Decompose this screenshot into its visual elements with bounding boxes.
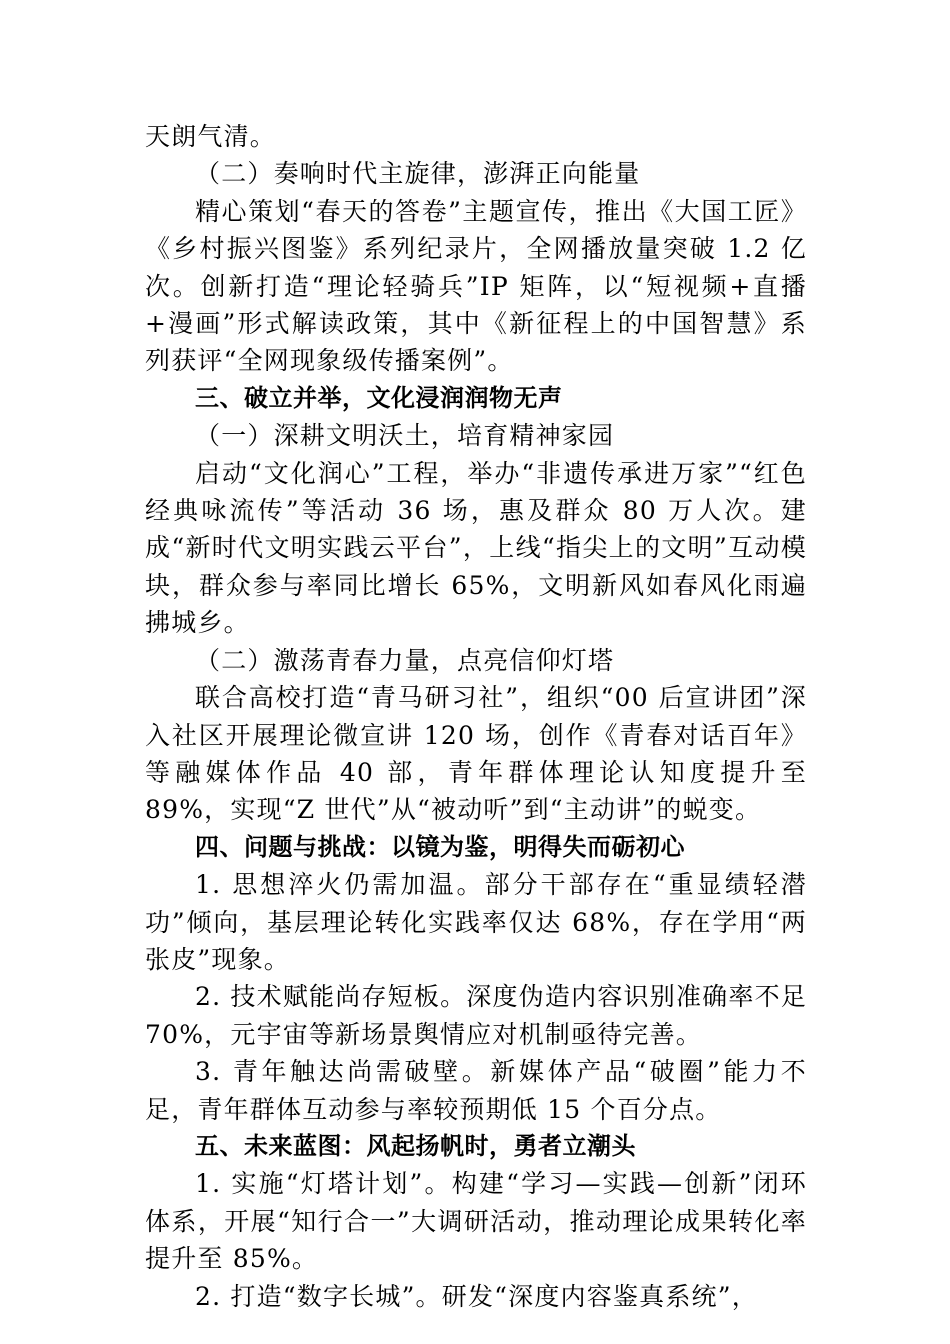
list-item: 1. 思想淬火仍需加温。部分干部存在“重显绩轻潜功”倾向，基层理论转化实践率仅达 68%，存在学用“两张皮”现象。: [145, 870, 807, 974]
body-paragraph: 精心策划“春天的答卷”主题宣传，推出《大国工匠》《乡村振兴图鉴》系列纪录片，全网播放量突破 1.2 亿次。创新打造“理论轻骑兵”IP 矩阵，以“短视频+直播+漫画”形式解读政策，其中《新征程上的中国智慧》系列获评“全网现象级传播案例”。: [145, 196, 807, 376]
list-item: 2. 打造“数字长城”。研发“深度内容鉴真系统”，: [195, 1281, 758, 1311]
body-paragraph: 启动“文化润心”工程，举办“非遗传承进万家”“红色经典咏流传”等活动 36 场，惠及群众 80 万人次。建成“新时代文明实践云平台”，上线“指尖上的文明”互动模块，群众参与率同比增长 65%，文明新风如春风化雨遍拂城乡。: [145, 458, 807, 638]
section-heading-four: 四、问题与挑战：以镜为鉴，明得失而砺初心: [195, 832, 685, 861]
section-heading-five: 五、未来蓝图：风起扬帆时，勇者立潮头: [195, 1131, 636, 1160]
subheading-one: （一）深耕文明沃土，培育精神家园: [195, 421, 615, 451]
document-body: [145, 118, 807, 1315]
list-item: 2. 技术赋能尚存短板。深度伪造内容识别准确率不足 70%，元宇宙等新场景舆情应对机制亟待完善。: [145, 982, 807, 1049]
subheading-two: （二）奏响时代主旋律，澎湃正向能量: [195, 159, 641, 189]
subheading-two: （二）激荡青春力量，点亮信仰灯塔: [195, 645, 615, 675]
section-heading-three: 三、破立并举，文化浸润润物无声: [195, 383, 563, 412]
paragraph-continuation: 天朗气清。: [145, 122, 277, 151]
body-paragraph: 联合高校打造“青马研习社”，组织“00 后宣讲团”深入社区开展理论微宣讲 120 场，创作《青春对话百年》等融媒体作品 40 部，青年群体理论认知度提升至 89%，实现“Z 世代”从“被动听”到“主动讲”的蜕变。: [145, 683, 807, 825]
list-item: 3. 青年触达尚需破壁。新媒体产品“破圈”能力不足，青年群体互动参与率较预期低 15 个百分点。: [145, 1057, 807, 1124]
list-item: 1. 实施“灯塔计划”。构建“学习—实践—创新”闭环体系，开展“知行合一”大调研活动，推动理论成果转化率提升至 85%。: [145, 1169, 807, 1274]
